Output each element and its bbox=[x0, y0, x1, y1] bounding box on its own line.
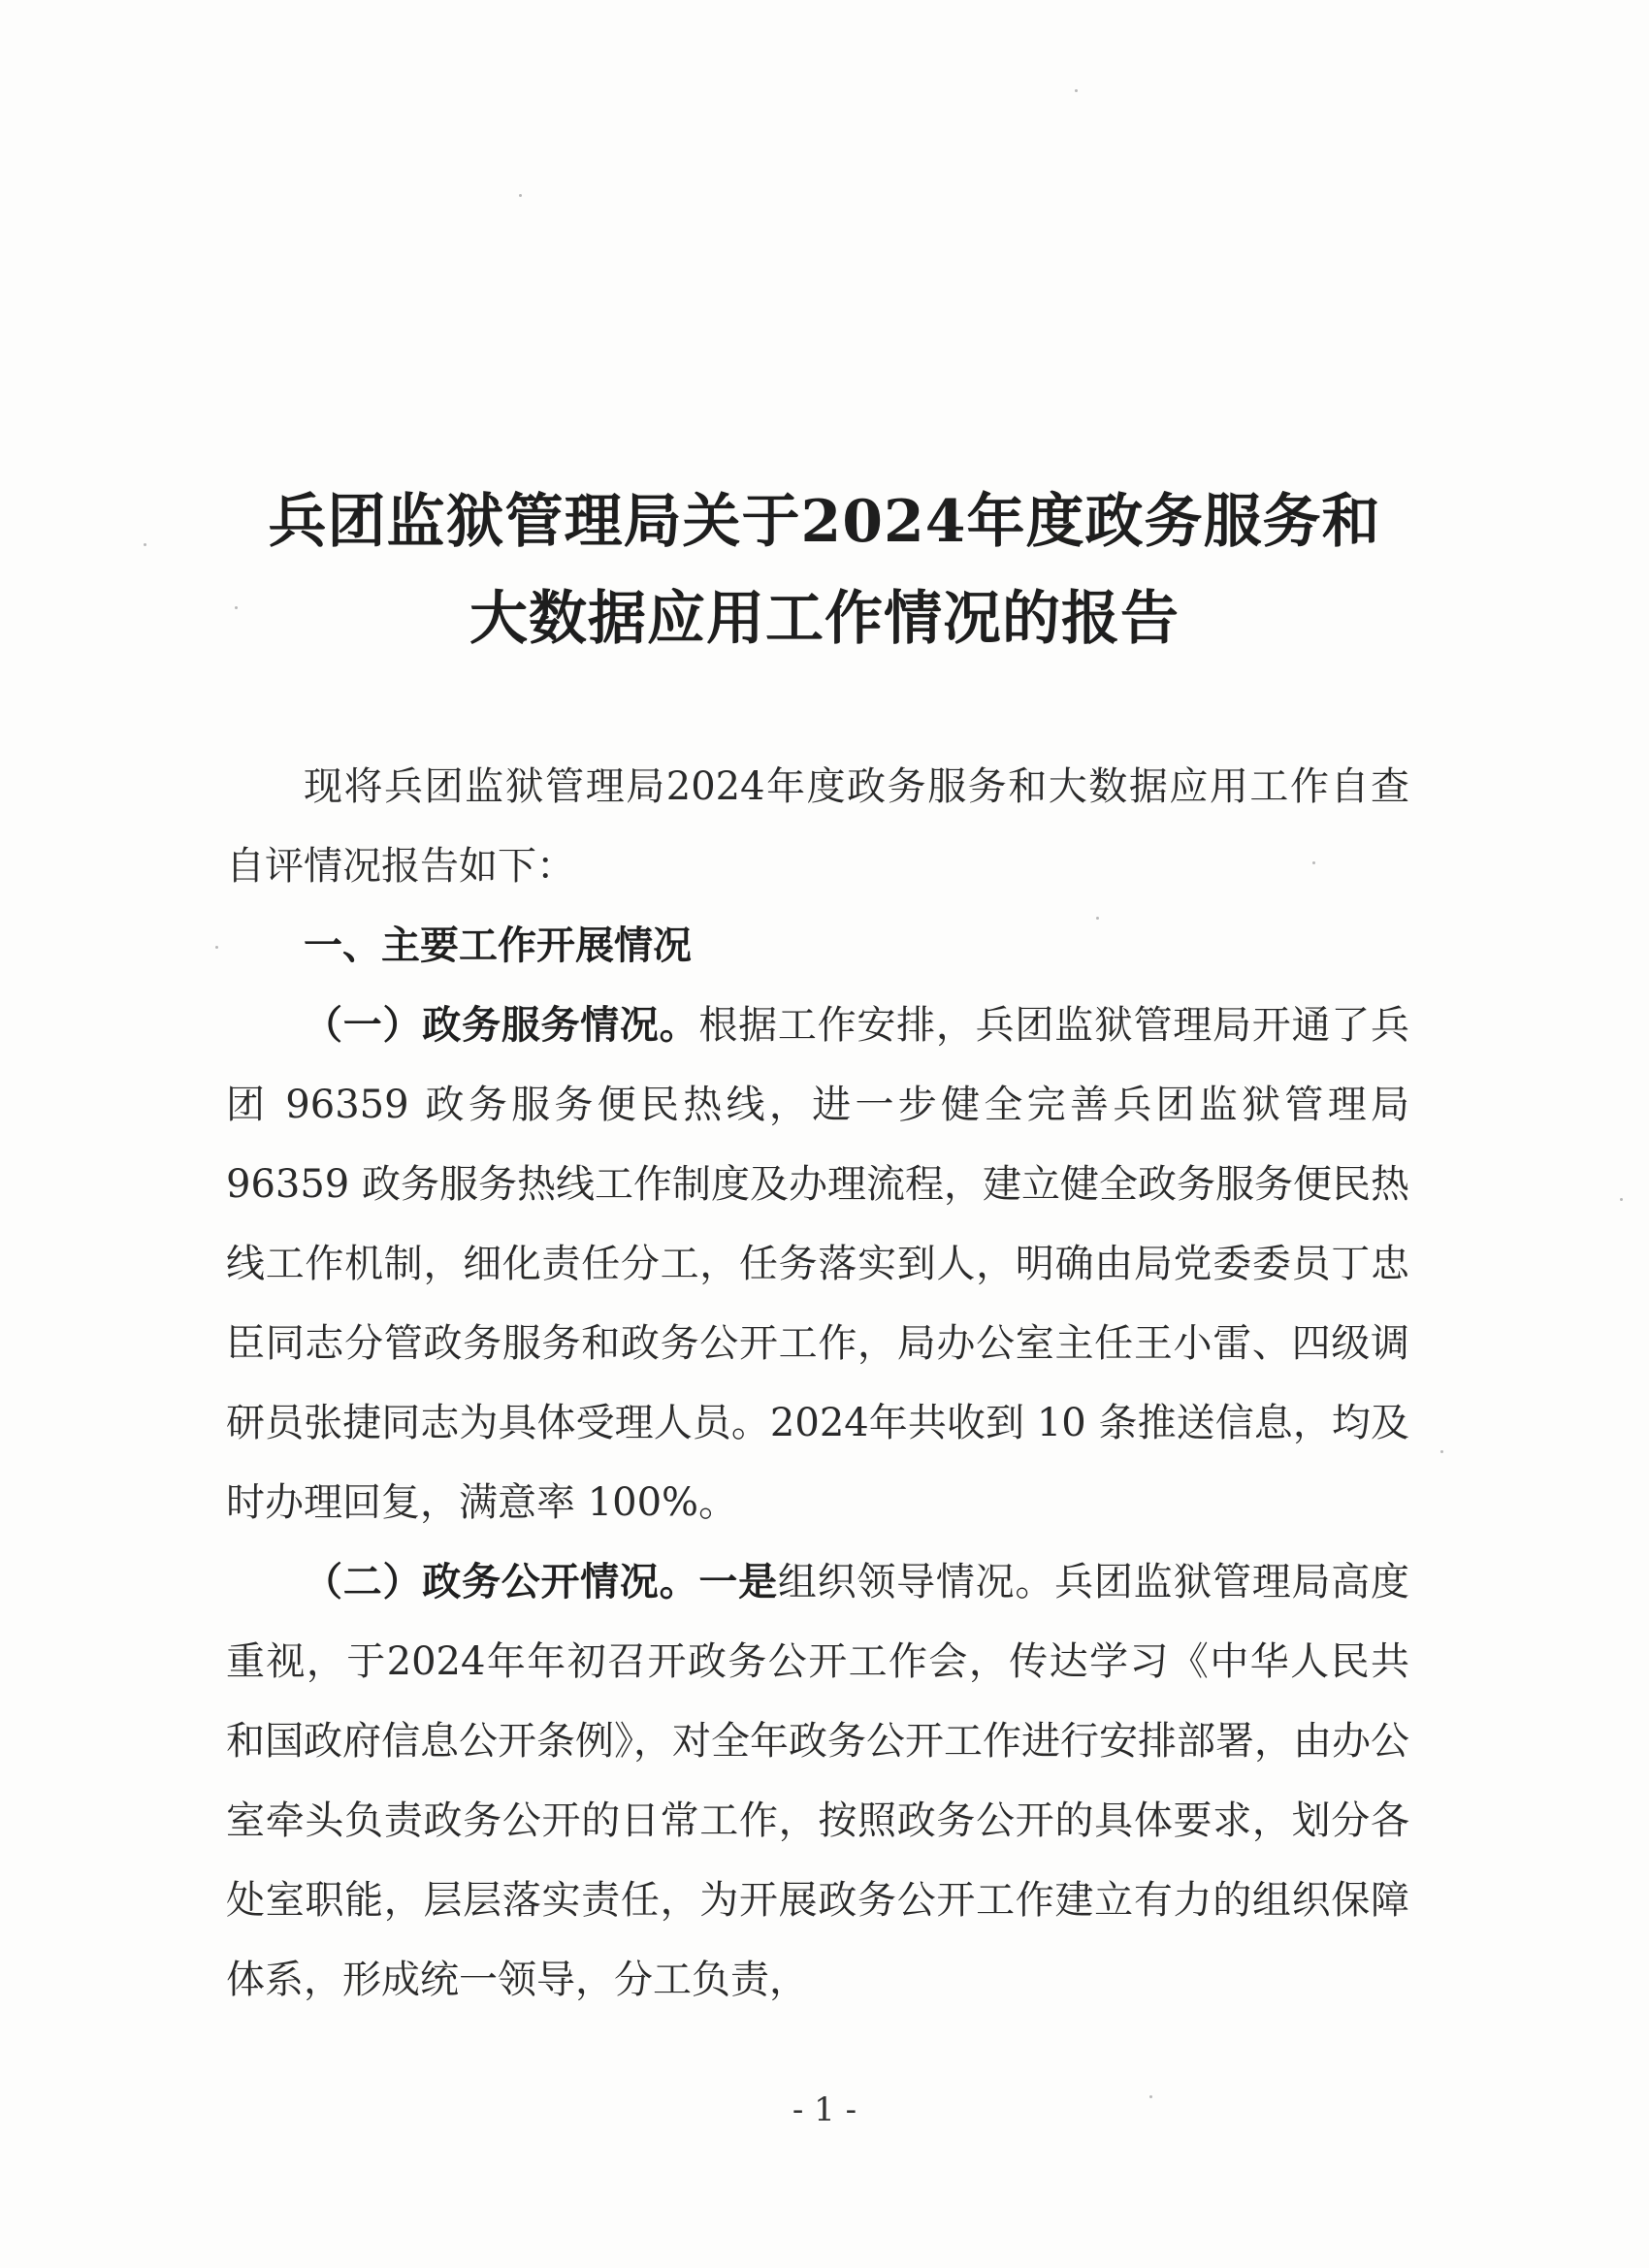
paragraph-government-affairs-disclosure bbox=[226, 1542, 1409, 2020]
scan-speck bbox=[215, 946, 218, 949]
subheading-government-service: （一）政务服务情况。 bbox=[304, 1003, 699, 1048]
document-title-line-1: 兵团监狱管理局关于2024年度政务服务和 bbox=[268, 488, 1381, 556]
scan-speck bbox=[1075, 89, 1078, 92]
scan-speck bbox=[519, 194, 522, 197]
page-number: - 1 - bbox=[792, 2090, 857, 2129]
document-body bbox=[226, 747, 1409, 2020]
paragraph-government-service bbox=[226, 986, 1409, 1542]
government-affairs-disclosure-text: 组织领导情况。兵团监狱管理局高度重视，于2024年年初召开政务公开工作会，传达学习《中华人民共和国政府信息公开条例》，对全年政务公开工作进行安排部署，由办公室牵头负责政务公开的日常工作，按照政务公开的具体要求，划分各处室职能，层层落实责任，为开展政务公开工作建立有力的组织保障体系，形成统一领导，分工负责， bbox=[226, 1560, 1410, 2002]
subheading-government-affairs-disclosure: （二）政务公开情况。 bbox=[304, 1560, 699, 1604]
intro-paragraph: 现将兵团监狱管理局2024年度政务服务和大数据应用工作自查自评情况报告如下： bbox=[226, 764, 1409, 889]
scan-speck bbox=[1620, 1198, 1623, 1201]
first-point-lead: 一是 bbox=[698, 1560, 778, 1604]
document-title-line-2: 大数据应用工作情况的报告 bbox=[469, 585, 1180, 653]
section-heading-main-work: 一、主要工作开展情况 bbox=[304, 923, 692, 968]
scan-speck bbox=[1440, 1450, 1443, 1453]
government-service-text: 根据工作安排，兵团监狱管理局开通了兵团 96359 政务服务便民热线，进一步健全完善兵团监狱管理局 96359 政务服务热线工作制度及办理流程，建立健全政务服务便民热线工作机制，细化责任分工，任务落实到人，明确由局党委委员丁忠臣同志分管政务服务和政务公开工作，局办公室主任王小雷、四级调研员张捷同志为具体受理人员。2024年共收到 10 条推送信息，均及时办理回复，满意率 100%。 bbox=[226, 1003, 1410, 1525]
